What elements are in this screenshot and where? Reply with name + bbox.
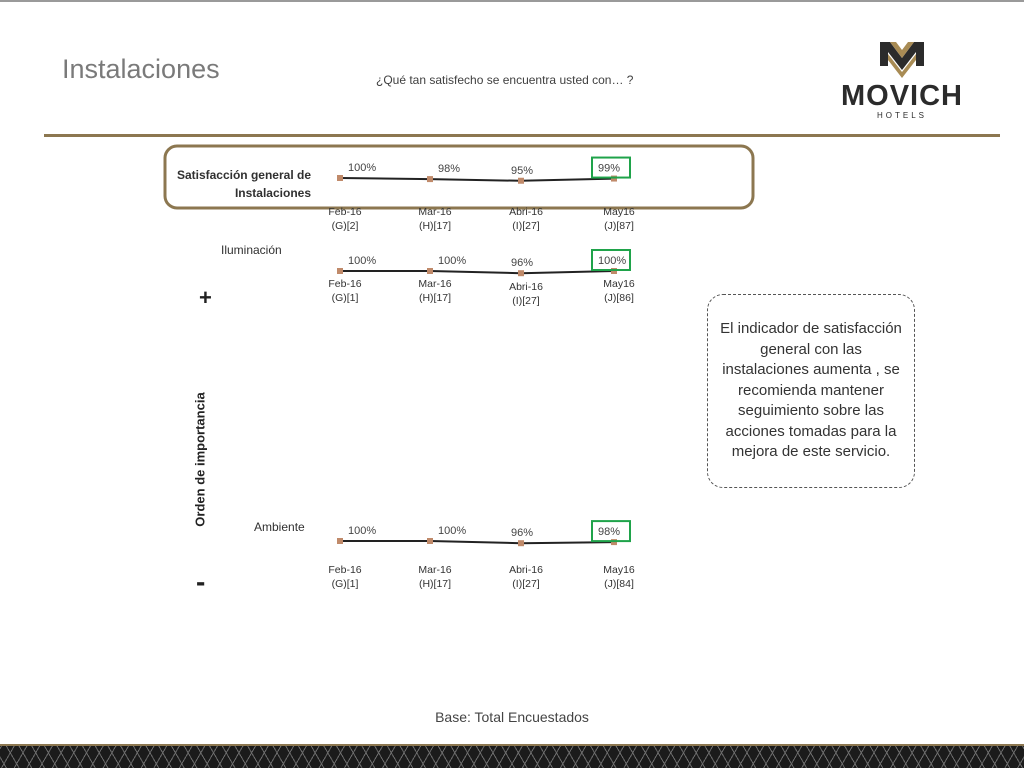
tick-code: (I)[27] xyxy=(512,578,540,590)
tick-label: May16 xyxy=(603,206,635,218)
tick-code: (I)[27] xyxy=(512,295,540,307)
tick-code: (J)[86] xyxy=(604,292,634,304)
page-title: Instalaciones xyxy=(62,54,220,84)
data-label: 95% xyxy=(511,164,534,177)
series-line xyxy=(340,178,614,181)
data-point xyxy=(337,538,343,544)
tick-label: Feb-16 xyxy=(328,564,362,576)
logo-sub: HOTELS xyxy=(876,111,928,120)
tick-code: (H)[17] xyxy=(418,578,452,590)
tick-code: (J)[84] xyxy=(604,578,634,590)
tick-label: Mar-16 xyxy=(418,206,452,218)
series-line xyxy=(340,271,614,273)
data-label: 98% xyxy=(438,163,461,176)
row-label-satisfaccion xyxy=(170,166,311,202)
survey-question: ¿Qué tan satisfecho se encuentra usted con… ? xyxy=(376,73,634,87)
line-chart-1 xyxy=(328,250,635,307)
callout-text: El indicador de satisfacción general con las instalaciones aumenta , se recomienda mantener seguimiento sobre las acciones tomadas para la mejora de este servicio. xyxy=(720,320,902,461)
row-label-iluminacion: Iluminación xyxy=(221,243,282,257)
data-label: 96% xyxy=(511,527,534,540)
row-label-text: Satisfacción general de Instalaciones xyxy=(176,168,311,200)
importance-axis-title: Orden de importancia xyxy=(192,392,208,527)
tick-label: May16 xyxy=(603,278,635,290)
tick-label: Abri-16 xyxy=(509,564,543,576)
row-label-ambiente: Ambiente xyxy=(254,520,305,534)
tick-code: (G)[2] xyxy=(331,220,359,232)
data-label: 100% xyxy=(598,255,627,267)
data-label: 100% xyxy=(348,525,377,537)
tick-label: Abri-16 xyxy=(509,206,543,218)
data-point xyxy=(427,268,433,274)
data-point xyxy=(337,175,343,181)
data-point xyxy=(427,176,433,182)
base-note: Base: Total Encuestados xyxy=(435,709,589,725)
line-chart-2 xyxy=(328,521,635,590)
footer-pattern xyxy=(0,746,1024,768)
data-label: 100% xyxy=(438,255,467,267)
data-point xyxy=(518,540,524,546)
tick-label: Mar-16 xyxy=(418,278,452,290)
tick-code: (H)[17] xyxy=(418,292,452,304)
tick-code: (I)[27] xyxy=(512,220,540,232)
tick-label: Abri-16 xyxy=(509,281,543,293)
charts-layer xyxy=(328,158,635,590)
data-label: 99% xyxy=(598,162,621,175)
data-label: 100% xyxy=(438,525,467,537)
tick-code: (J)[87] xyxy=(604,220,634,232)
data-point xyxy=(518,270,524,276)
data-label: 98% xyxy=(598,526,621,539)
logo-brand: MOVICH xyxy=(841,80,963,112)
data-point xyxy=(427,538,433,544)
line-chart-0 xyxy=(328,158,635,232)
tick-code: (G)[1] xyxy=(331,292,359,304)
data-label: 100% xyxy=(348,255,377,267)
plus-sign: + xyxy=(199,285,212,310)
data-point xyxy=(337,268,343,274)
tick-code: (H)[17] xyxy=(418,220,452,232)
data-label: 100% xyxy=(348,162,377,174)
minus-sign: - xyxy=(196,566,206,597)
tick-label: Feb-16 xyxy=(328,206,362,218)
insight-callout xyxy=(707,294,915,488)
data-label: 96% xyxy=(511,257,534,270)
tick-label: Feb-16 xyxy=(328,278,362,290)
series-line xyxy=(340,541,614,543)
tick-code: (G)[1] xyxy=(331,578,359,590)
tick-label: May16 xyxy=(603,564,635,576)
data-point xyxy=(518,178,524,184)
tick-label: Mar-16 xyxy=(418,564,452,576)
